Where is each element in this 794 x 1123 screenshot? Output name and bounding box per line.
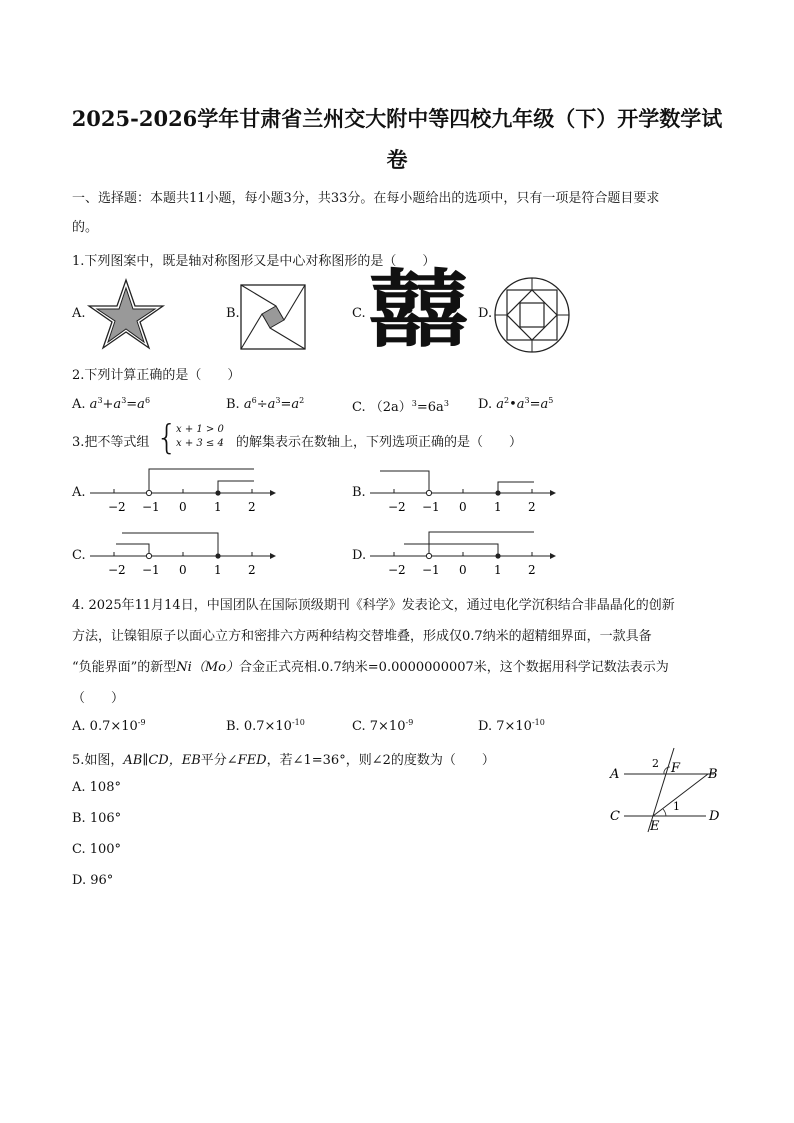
q2-option-b: B. $a^6\div a^3=a^2$: [226, 396, 305, 412]
q3-option-d-label: D.: [352, 548, 367, 563]
q5-angle-2-label: 2: [652, 757, 659, 770]
q5-stem: 5.如图，AB∥CD，EB平分∠FED，若∠1=36°，则∠2的度数为（ ）: [72, 753, 495, 768]
q4-stem-line4: （ ）: [72, 691, 125, 706]
q3-number-line-a: [86, 462, 278, 517]
q3-b-tick-neg1: −1: [422, 500, 440, 514]
q5-label-f: F: [671, 761, 681, 776]
q3-option-c-label: C.: [72, 548, 86, 563]
q4-stem-line1: 4. 2025年11月14日，中国团队在国际顶级期刊《科学》发表论文，通过电化学沉积结合非晶晶化的创新: [72, 598, 675, 613]
q5-option-a: A. 108°: [72, 780, 121, 795]
q3-d-tick-neg2: −2: [388, 563, 406, 577]
q3-number-line-d: [366, 525, 558, 580]
q1-option-a-label: A.: [72, 306, 86, 321]
q3-stem-post: 的解集表示在数轴上，下列选项正确的是（ ）: [236, 435, 523, 450]
q3-stem-pre: 3.把不等式组: [72, 435, 150, 450]
q3-a-tick-neg2: −2: [108, 500, 126, 514]
q3-number-line-b: [366, 462, 558, 517]
q3-a-tick-1: 1: [214, 500, 222, 514]
q1-option-d-label: D.: [478, 306, 493, 321]
q4-option-d: D. $7\times 10^{-10}$: [478, 718, 545, 734]
q1-stem: 1.下列图案中，既是轴对称图形又是中心对称图形的是（ ）: [72, 254, 436, 269]
q5-parallel-lines-figure: [606, 744, 726, 836]
q2-option-c: C. $(2a)^3=6a^3$: [352, 399, 449, 415]
q5-label-a: A: [610, 767, 620, 782]
q4-option-c: C. $7\times 10^{-9}$: [352, 718, 414, 734]
q5-option-b: B. 106°: [72, 811, 122, 826]
q3-b-tick-neg2: −2: [388, 500, 406, 514]
q3-a-tick-2: 2: [248, 500, 256, 514]
q3-brace: {: [156, 418, 178, 458]
q3-d-tick-1: 1: [494, 563, 502, 577]
q3-c-tick-neg2: −2: [108, 563, 126, 577]
section-instructions-line2: 的。: [72, 220, 99, 235]
q3-number-line-c: [86, 525, 278, 580]
q1-double-happiness-figure: 囍: [368, 261, 462, 359]
q4-option-a: A. $0.7\times 10^{-9}$: [72, 718, 146, 734]
q3-d-tick-neg1: −1: [422, 563, 440, 577]
paper-title-line1: 2025-2026学年甘肃省兰州交大附中等四校九年级（下）开学数学试: [71, 106, 723, 131]
q1-square-pinwheel-figure: [240, 284, 306, 350]
q4-option-b: B. $0.7\times 10^{-10}$: [226, 718, 305, 734]
q4-stem-line3: “负能界面”的新型Ni（Mo）合金正式亮相.0.7纳米=0.0000000007米，这个数据用科学记数法表示为: [72, 660, 669, 675]
q5-option-d: D. 96°: [72, 873, 114, 888]
q3-inequality-1: x + 1 > 0: [176, 424, 224, 435]
q2-option-a: A. $a^3+a^3=a^6$: [72, 396, 151, 412]
q1-option-c-label: C.: [352, 306, 366, 321]
q3-b-tick-1: 1: [494, 500, 502, 514]
q3-d-tick-2: 2: [528, 563, 536, 577]
q3-c-tick-1: 1: [214, 563, 222, 577]
q3-c-tick-2: 2: [248, 563, 256, 577]
q5-label-e: E: [650, 819, 660, 834]
q5-label-c: C: [610, 809, 620, 824]
q2-stem: 2.下列计算正确的是（ ）: [72, 368, 241, 383]
q1-option-b-label: B.: [226, 306, 240, 321]
q5-option-c: C. 100°: [72, 842, 122, 857]
q3-b-tick-2: 2: [528, 500, 536, 514]
q5-angle-1-label: 1: [673, 800, 680, 813]
q3-option-b-label: B.: [352, 485, 366, 500]
q3-inequality-2: x + 3 ≤ 4: [176, 438, 224, 449]
q2-option-d: D. $a^2•a^3=a^5$: [478, 396, 554, 412]
q1-star-figure: [86, 278, 166, 350]
q3-a-tick-neg1: −1: [142, 500, 160, 514]
q5-label-b: B: [708, 767, 718, 782]
q1-circle-squares-figure: [493, 276, 571, 354]
q3-b-tick-0: 0: [459, 500, 467, 514]
q3-d-tick-0: 0: [459, 563, 467, 577]
q4-stem-line2: 方法，让镍钼原子以面心立方和密排六方两种结构交替堆叠，形成仅0.7纳米的超精细界面，一款具备: [72, 629, 652, 644]
paper-title-line2: 卷: [386, 147, 408, 172]
section-instructions-line1: 一、选择题：本题共11小题，每小题3分，共33分。在每小题给出的选项中，只有一项是符合题目要求: [72, 191, 660, 206]
q3-option-a-label: A.: [72, 485, 86, 500]
q3-c-tick-neg1: −1: [142, 563, 160, 577]
q3-a-tick-0: 0: [179, 500, 187, 514]
q3-c-tick-0: 0: [179, 563, 187, 577]
q5-label-d: D: [709, 809, 720, 824]
